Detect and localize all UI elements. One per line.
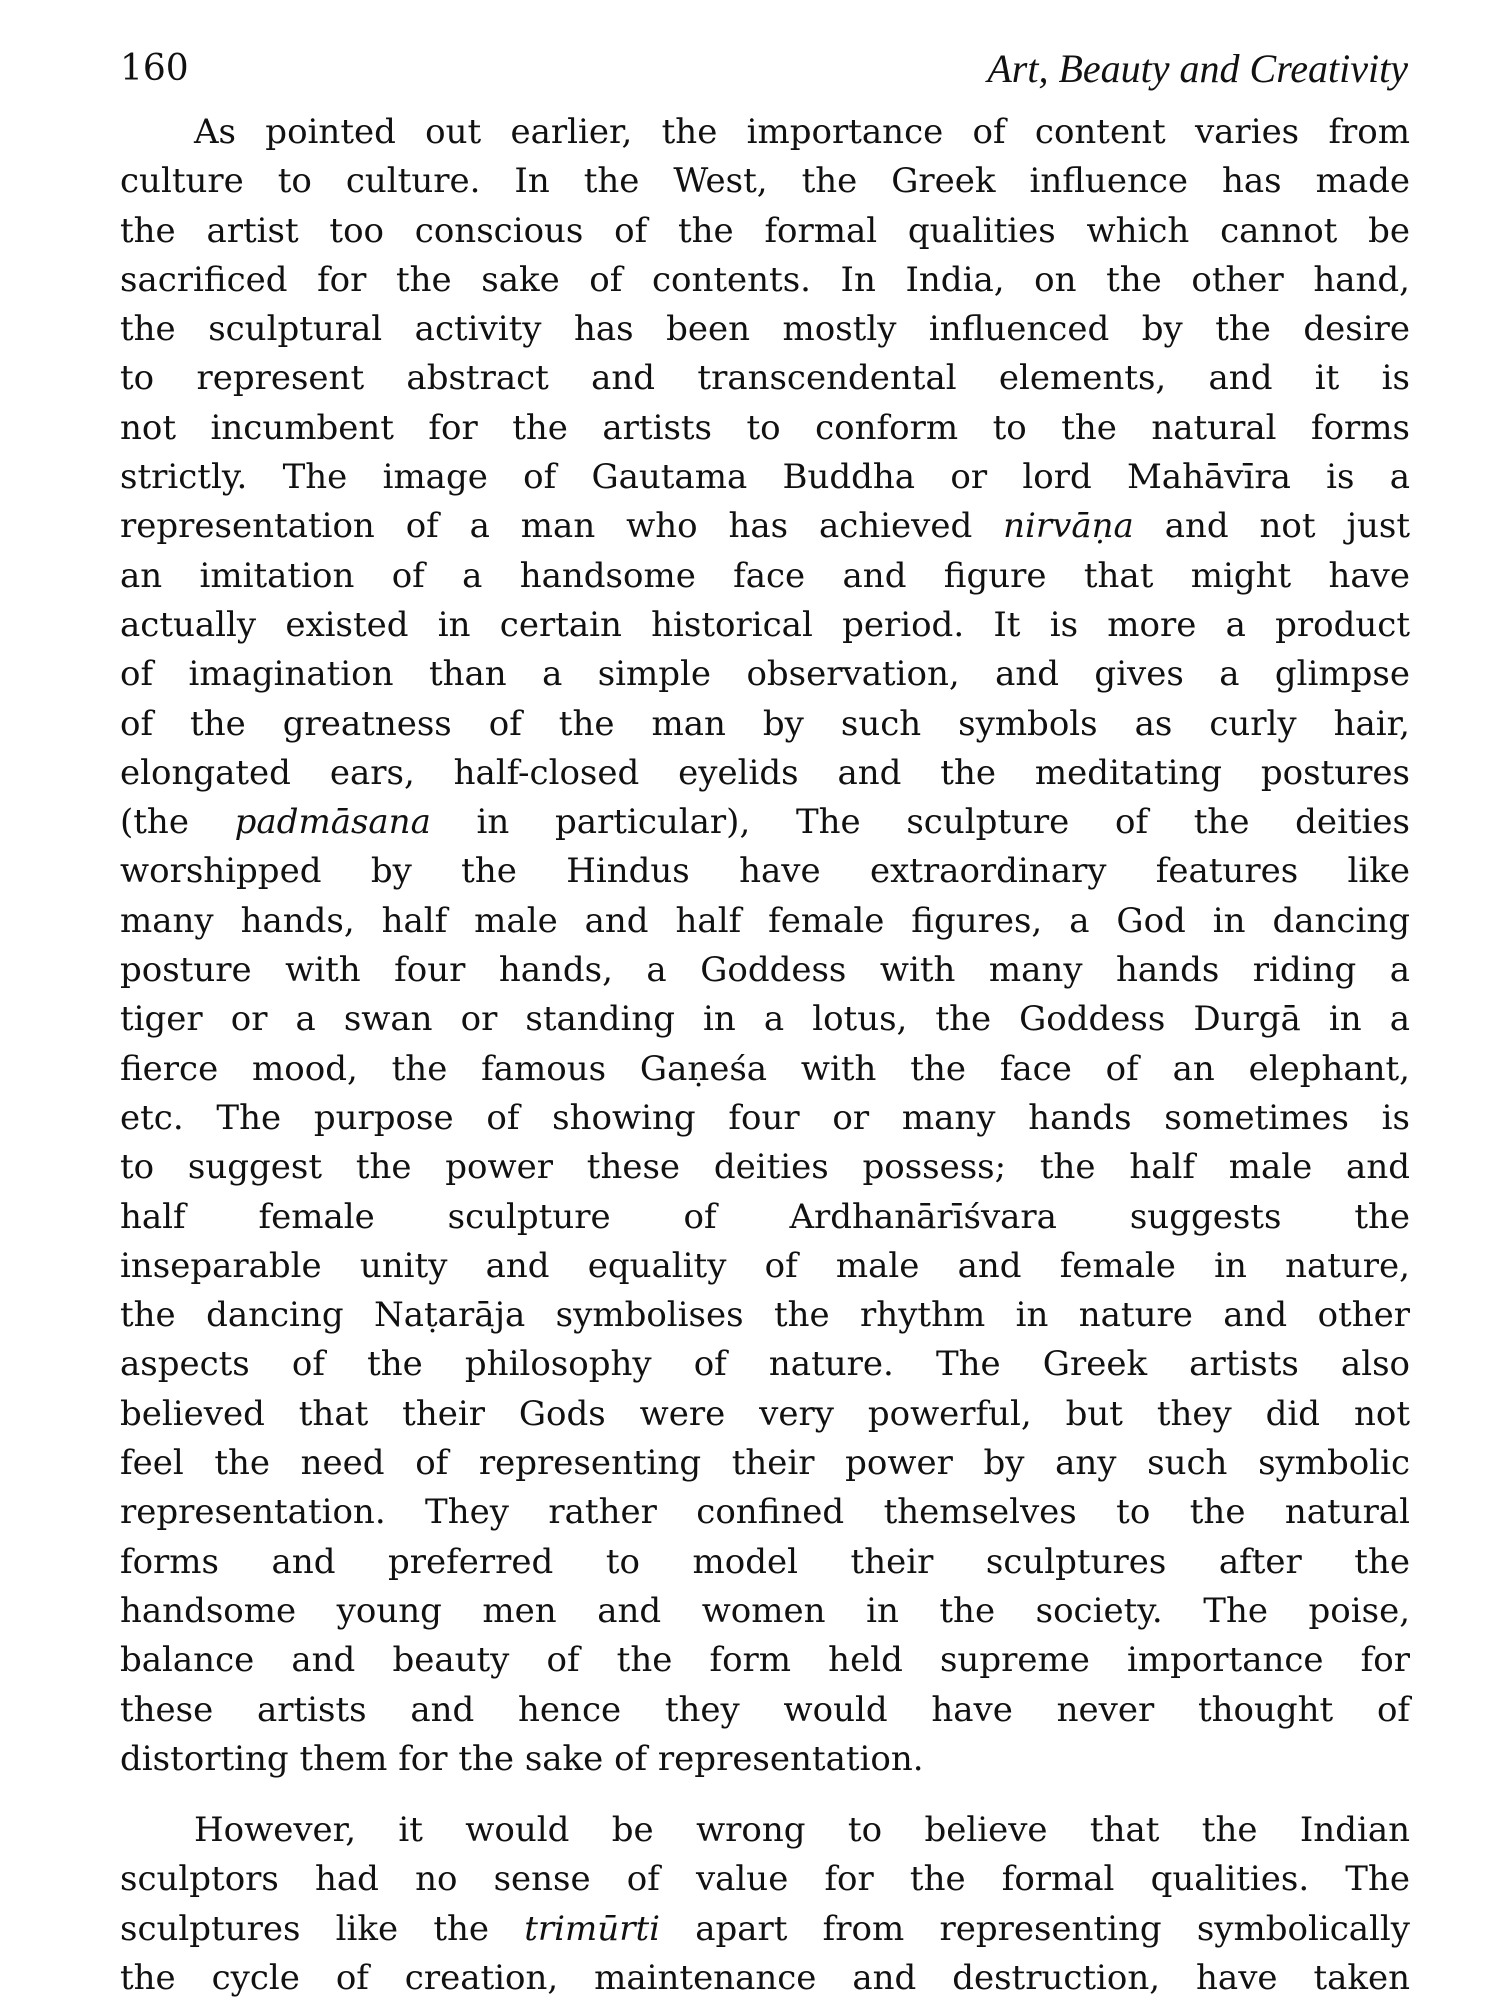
text-segment: the dancing Naṭarāja symbolises the rhythm in nature and other bbox=[120, 1295, 1410, 1336]
text-segment: worshipped by the Hindus have extraordinary features like bbox=[120, 851, 1410, 892]
text-line bbox=[120, 502, 1410, 551]
text-segment: an imitation of a handsome face and figure that might have bbox=[120, 555, 1410, 596]
text-line bbox=[120, 1094, 1410, 1143]
text-segment: sculptures like the bbox=[120, 1908, 525, 1949]
text-segment: apart from representing symbolically bbox=[659, 1908, 1410, 1949]
text-segment: half female sculpture of Ardhanārīśvara suggests the bbox=[120, 1196, 1410, 1237]
text-line bbox=[120, 1538, 1410, 1587]
text-line bbox=[120, 453, 1410, 502]
text-line bbox=[120, 1242, 1410, 1291]
text-segment: the cycle of creation, maintenance and destruction, have taken bbox=[120, 1957, 1410, 1998]
text-segment: fierce mood, the famous Gaṇeśa with the face of an elephant, bbox=[120, 1048, 1410, 1089]
text-line bbox=[120, 1806, 1410, 1855]
text-segment: (the bbox=[120, 802, 235, 843]
text-line bbox=[120, 995, 1410, 1044]
text-line bbox=[120, 552, 1410, 601]
text-line bbox=[120, 354, 1410, 403]
text-line bbox=[120, 157, 1410, 206]
text-segment: representation of a man who has achieved bbox=[120, 506, 1004, 547]
text-line bbox=[120, 1587, 1410, 1636]
text-segment: strictly. The image of Gautama Buddha or lord Mahāvīra is a bbox=[120, 457, 1410, 498]
text-segment: to represent abstract and transcendental elements, and it is bbox=[120, 358, 1410, 399]
text-segment: handsome young men and women in the society. The poise, bbox=[120, 1590, 1410, 1631]
text-line bbox=[120, 207, 1410, 256]
text-line bbox=[120, 1045, 1410, 1094]
text-segment: and not just bbox=[1133, 506, 1411, 547]
text-segment: many hands, half male and half female figures, a God in dancing bbox=[120, 900, 1410, 941]
text-segment: balance and beauty of the form held supreme importance for bbox=[120, 1640, 1410, 1681]
text-segment: believed that their Gods were very powerful, but they did not bbox=[120, 1393, 1410, 1434]
text-segment: inseparable unity and equality of male and female in nature, bbox=[120, 1245, 1410, 1286]
text-segment: in particular), The sculpture of the deities bbox=[430, 802, 1410, 843]
italic-term: trimūrti bbox=[524, 1908, 660, 1949]
text-line bbox=[120, 946, 1410, 995]
italic-term: nirvāṇa bbox=[1003, 506, 1134, 547]
text-segment: elongated ears, half-closed eyelids and the meditating postures bbox=[120, 752, 1410, 793]
text-line bbox=[120, 650, 1410, 699]
text-segment: As pointed out earlier, the importance of content varies from bbox=[194, 112, 1410, 152]
text-segment: actually existed in certain historical period. It is more a product bbox=[120, 604, 1410, 645]
text-line bbox=[120, 798, 1410, 847]
text-line bbox=[120, 1636, 1410, 1685]
page-header bbox=[120, 44, 1408, 92]
text-segment: aspects of the philosophy of nature. The Greek artists also bbox=[120, 1344, 1410, 1385]
text-line bbox=[120, 108, 1410, 157]
text-segment: forms and preferred to model their sculptures after the bbox=[120, 1541, 1410, 1582]
page-number: 160 bbox=[120, 47, 189, 89]
text-line bbox=[120, 847, 1410, 896]
text-segment: etc. The purpose of showing four or many hands sometimes is bbox=[120, 1097, 1410, 1138]
text-line bbox=[120, 1143, 1410, 1192]
text-segment: not incumbent for the artists to conform to the natural forms bbox=[120, 407, 1410, 448]
text-line bbox=[120, 1905, 1410, 1954]
text-line bbox=[120, 1735, 1410, 1784]
text-line bbox=[120, 1291, 1410, 1340]
text-line bbox=[120, 700, 1410, 749]
text-segment: of imagination than a simple observation, and gives a glimpse bbox=[120, 654, 1410, 695]
text-line bbox=[120, 404, 1410, 453]
text-line bbox=[120, 601, 1410, 650]
text-line bbox=[120, 1340, 1410, 1389]
paragraph-2 bbox=[120, 1806, 1410, 2003]
text-segment: the sculptural activity has been mostly influenced by the desire bbox=[120, 309, 1410, 350]
italic-term: padmāsana bbox=[234, 802, 431, 843]
text-line bbox=[120, 1439, 1410, 1488]
text-line bbox=[120, 256, 1410, 305]
text-line bbox=[120, 749, 1410, 798]
text-segment: these artists and hence they would have never thought of bbox=[120, 1689, 1410, 1730]
text-line bbox=[120, 1390, 1410, 1439]
text-segment: However, it would be wrong to believe that the Indian bbox=[194, 1810, 1410, 1850]
text-line bbox=[120, 305, 1410, 354]
text-segment: of the greatness of the man by such symbols as curly hair, bbox=[120, 703, 1410, 744]
text-line bbox=[120, 1193, 1410, 1242]
text-line bbox=[120, 1855, 1410, 1904]
text-segment: sculptors had no sense of value for the formal qualities. The bbox=[120, 1859, 1410, 1900]
text-segment: culture to culture. In the West, the Greek influence has made bbox=[120, 161, 1410, 202]
text-line bbox=[120, 1686, 1410, 1735]
running-title: Art, Beauty and Creativity bbox=[987, 45, 1408, 91]
text-segment: sacrificed for the sake of contents. In India, on the other hand, bbox=[120, 259, 1410, 300]
text-segment: tiger or a swan or standing in a lotus, the Goddess Durgā in a bbox=[120, 999, 1410, 1040]
text-segment: feel the need of representing their power by any such symbolic bbox=[120, 1443, 1410, 1484]
paragraph-1 bbox=[120, 108, 1410, 1784]
text-segment: to suggest the power these deities possess; the half male and bbox=[120, 1147, 1410, 1188]
text-line bbox=[120, 897, 1410, 946]
text-segment: representation. They rather confined themselves to the natural bbox=[120, 1492, 1410, 1533]
text-line bbox=[120, 1954, 1410, 2003]
text-segment: posture with four hands, a Goddess with many hands riding a bbox=[120, 950, 1410, 991]
text-segment: the artist too conscious of the formal qualities which cannot be bbox=[120, 210, 1410, 251]
text-segment: distorting them for the sake of representation. bbox=[120, 1738, 924, 1779]
text-line bbox=[120, 1488, 1410, 1537]
